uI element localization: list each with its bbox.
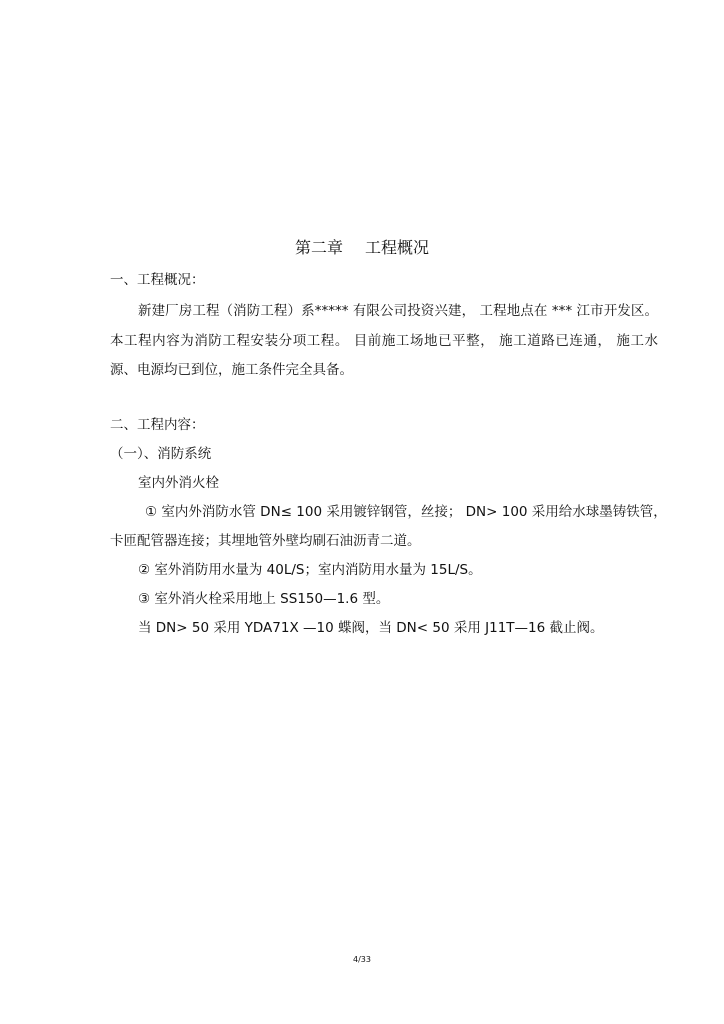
content-line: 当 DN> 50 采用 YDA71X —10 蝶阀，当 DN< 50 采用 J11T—16 截止阀。: [138, 620, 604, 636]
paragraph-line: 新建厂房工程（消防工程）系***** 有限公司投资兴建， 工程地点在 *** 江市开发区。: [138, 303, 658, 319]
paragraph-line: 源、电源均已到位，施工条件完全具备。: [110, 362, 353, 378]
content-line: 卡匝配管器连接；其埋地管外壁均刷石油沥青二道。: [110, 533, 421, 549]
page-number: 4/33: [353, 955, 371, 964]
subsection-heading: （一）、消防系统: [110, 446, 212, 462]
content-line: ③ 室外消火栓采用地上 SS150—1.6 型。: [138, 591, 390, 607]
page-title: [0, 238, 724, 258]
content-line: ① 室内外消防水管 DN≤ 100 采用镀锌钢管，丝接； DN> 100 采用给水球墨铸铁管，: [145, 504, 667, 520]
paragraph-line: 本工程内容为消防工程安装分项工程。 目前施工场地已平整， 施工道路已连通， 施工水: [110, 333, 658, 349]
chapter-name: 工程概况: [365, 238, 430, 257]
content-line: ② 室外消防用水量为 40L/S；室内消防用水量为 15L/S。: [138, 562, 482, 578]
chapter-number: 第二章: [294, 238, 343, 257]
section-heading-overview: 一、工程概况：: [110, 272, 205, 288]
item-title: 室内外消火栓: [138, 475, 219, 491]
section-heading-content: 二、工程内容：: [110, 417, 205, 433]
